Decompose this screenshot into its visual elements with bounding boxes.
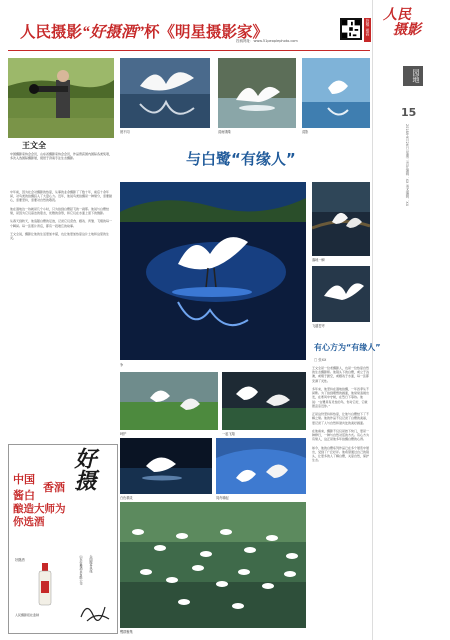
masthead-meta: 2018年9月26日 星期三 责任编辑：XX 美术编辑：XX [405,124,409,207]
ad-line2: 酱白 [13,489,35,502]
photo-egret-boat [216,438,306,494]
header-title-part1: 人民摄影 [20,24,83,41]
caption-p6: 争 [120,363,124,367]
photo-egret-pair [222,372,306,430]
caption-p2: 清雨缱绻 [218,130,231,134]
ad-note2: 山东好摄酒业有限公司 [79,555,83,585]
caption-p11: 鹭群聚集 [120,630,133,634]
header-title [20,20,268,42]
masthead-logo-line1: 人民 [383,8,411,23]
masthead [372,0,450,640]
author-name: 王文全 [22,141,46,150]
caption-p8: 一起飞翔 [222,432,235,436]
ad-note3: 全国服务热线 [89,555,93,573]
feature-byline: □ 张XX [314,358,327,362]
qr-code [340,18,362,40]
ad-note4: 人民摄影报社监制 [15,613,40,617]
ad-signature [77,597,113,627]
header-title-part2: “好摄酒” [82,24,145,41]
ad-line4: 酿造大师为你选酒 [13,503,66,528]
photo-egret-landing [120,182,306,360]
masthead-logo [383,8,443,38]
qr-side-tag: 投稿二维码 [364,18,371,42]
photo-egret-wings [120,58,210,128]
photo-white-sprite [120,438,212,494]
photo-egret-flock [120,502,306,628]
ad-block [8,444,118,634]
caption-p10: 同舟嗨起 [216,496,229,500]
feature-subhead: 有心方为“有缘人” [314,343,381,352]
caption-p1: 晨不同 [120,130,130,134]
caption-p4: 落地一瞬 [312,258,325,262]
photo-egret-grass [120,372,218,430]
feature-body: 王文全是一位老摄影人，也是一位热爱自然的生态摄影师。他镜头下的白鹭，或立于浅滩，或翔于碧空，或嬉戏于水面，每一张都充满了灵性。 多年来，他坚持在湿地拍摄，一年四季从不间断。为了拍到理想的画面，他常常凌晨出发，在寒风中守候，在烈日下等待。他说：“白鹭是有灵性的鸟，你对它好，它就愿意亲近你。” 正是这份坚持和热爱，让他与白鹭结下了不解之缘。他的作品不仅记录了白鹭的美丽，更记录了人与自然和谐共处的美好画面。 在他看来，摄影不仅仅是按下快门，更是一种修行，一种与自然对话的方式。有心方为有缘人，这正是他多年拍摄白鹭的心得。 如今，他的白鹭系列作品已在多个展览中展出，受到了广泛好评。他希望通过自己的镜头，让更多的人了解白鹭，关爱自然，保护生态。 [312,366,370,463]
feature-headline: 与白鹭“有缘人” [186,150,296,168]
ad-bottle [37,563,53,607]
photo-egret-reflection [302,58,370,128]
page-number: 15 [401,106,417,119]
author-photo [8,58,114,138]
header-banner [8,18,368,46]
ad-line1: 中国 [13,473,35,486]
ad-brush-title: 好摄 [72,447,97,491]
author-intro: 中国摄影家协会会员，山东省摄影家协会会员，作品曾获国内国际各类奖项，多次入选国际摄影展，现居于济南专注生态摄影。 [10,152,113,161]
header-rule [8,50,370,51]
header-website: 投稿网址：www.51peoplephoto.com [236,39,298,43]
photo-egret-splash [218,58,296,128]
caption-p5: 飞越苍穹 [312,324,325,328]
photo-egret-perched [312,182,370,256]
section-label: 园地 [403,66,423,86]
ad-note1: 好摄酒 [15,558,25,562]
caption-p9: 白色精灵 [120,496,133,500]
header-title-part3: 杯《明星摄影家》 [144,24,269,41]
ad-line3: 香酒 [43,481,65,494]
masthead-logo-line2: 摄影 [393,23,421,38]
author-body: 中年前，因为社会对摄影的热爱，从事的业余摄影了了数十年，前后十余年间，对鸟类的拍摄投入了大量心力。近年，他说鸟类拍摄是一种缘分，需要耐心，需要坚持，需要对自然的敬畏。 他在湿地边一待就是几个小时，只为拍到白鹭起飞的一刹那。他说与白鹭结缘，是因为它们高洁的姿态，优雅的身形，和它们在水面上留下的倒影。 从春天到秋天，他追随白鹭的足迹，记录它们觅食、嬉戏、育雏、飞翔的每一个瞬间。每一张照片背后，都有一段难忘的故事。 王文全说，摄影让他的生活更加丰富，也让他更加热爱这片土地和这里的生灵。 [10,190,113,241]
caption-p3: 清影 [302,130,309,134]
photo-egret-sky [312,266,370,322]
caption-p7: 呵护 [120,432,127,436]
